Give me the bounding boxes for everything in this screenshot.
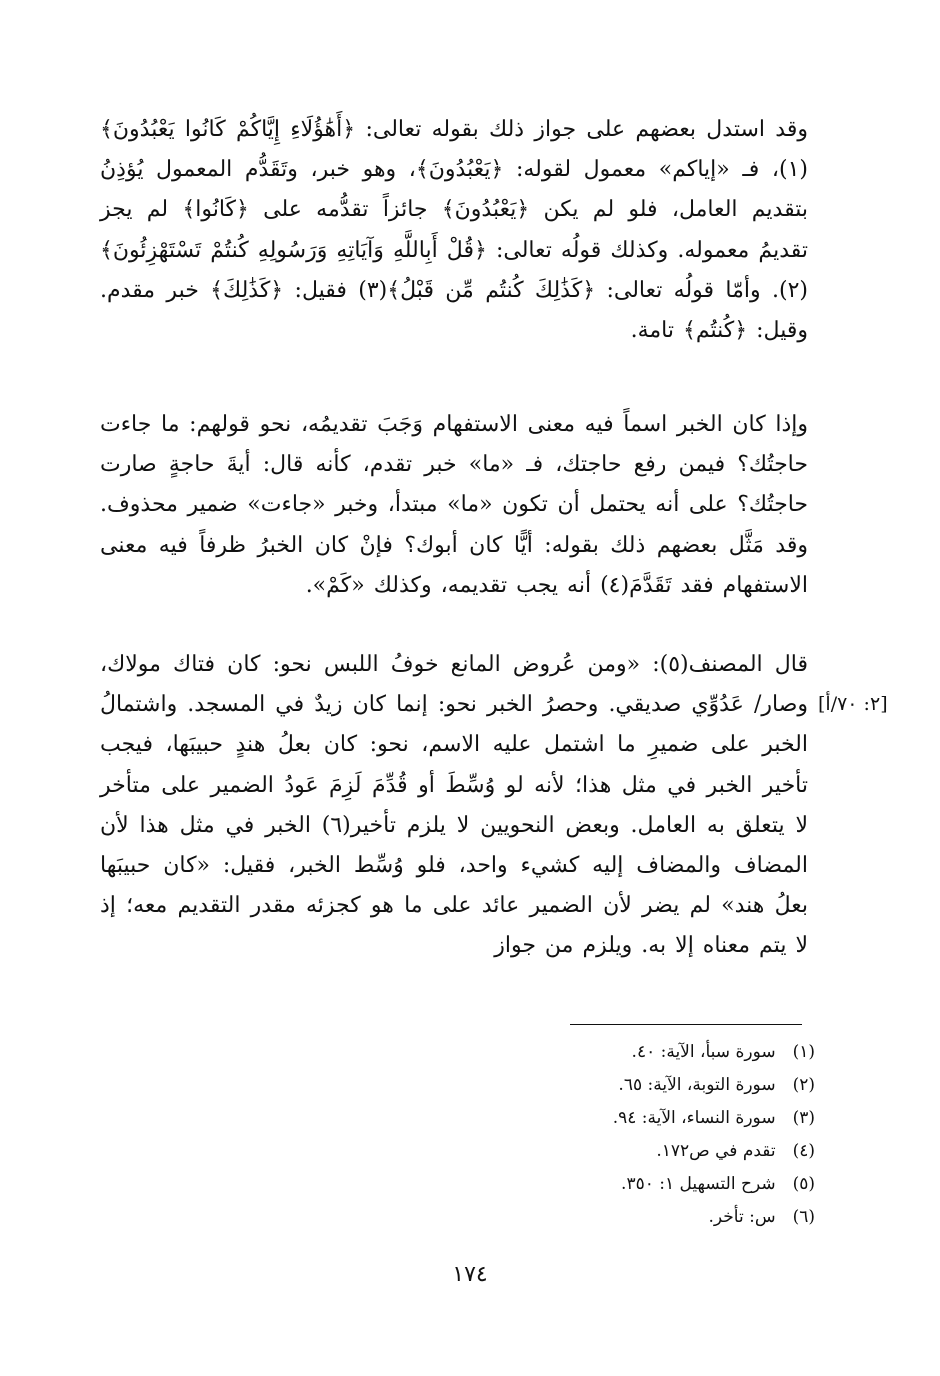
footnote-3 [455, 1106, 815, 1130]
footnote-number: (٣) [792, 1108, 815, 1128]
footnote-4 [455, 1139, 815, 1163]
footnote-text: شرح التسهيل ١: ٣٥٠. [621, 1174, 776, 1194]
footnote-text: تقدم في ص١٧٢. [656, 1141, 776, 1161]
paragraph-3: قال المصنف(٥): «ومن عُروض المانع خوفُ اللبس نحو: كان فتاك مولاك، وصار/ عَدُوِّي صديقي. وحصرُ الخبر نحو: إنما كان زيدٌ في المسجد. واشتمالُ الخبر على ضميرِ ما اشتمل عليه الاسم، نحو: كان بعلُ هندٍ حبيبَها، فيجب تأخير الخبر في مثل هذا؛ لأنه لو وُسِّطَ أو قُدِّمَ لَزِمَ عَودُ الضمير على متأخر لا يتعلق به العامل. وبعض النحويين لا يلزم تأخير(٦) الخبر في مثل هذا لأن المضاف والمضاف إليه كشيء واحد، فلو وُسِّط الخبر، فقيل: «كان حبيبَها بعلُ هند» لم يضر لأن الضمير عائد على ما هو كجزئه مقدر التقديم معه؛ إذ لا يتم معناه إلا به. ويلزم من جواز [100, 652, 809, 959]
paragraph-2: وإذا كان الخبر اسماً فيه معنى الاستفهام وَجَبَ تقديمُه، نحو قولهم: ما جاءت حاجتُك؟ فيمن رفع حاجتك، فـ «ما» خبر تقدم، كأنه قال: أيةَ حاجةٍ صارت حاجتُك؟ على أنه يحتمل أن تكون «ما» مبتدأ، وخبر «جاءت» ضمير محذوف. وقد مَثَّل بعضهم ذلك بقوله: أيًّا كان أبوك؟ فإنْ كان الخبرُ ظرفاً فيه معنى الاستفهام فقد تَقَدَّمَ(٤) أنه يجب تقديمه، وكذلك «كَمْ». [100, 412, 808, 598]
footnote-5 [455, 1172, 815, 1196]
footnote-1 [455, 1040, 815, 1064]
footnote-text: سورة سبأ، الآية: ٤٠. [631, 1042, 776, 1062]
footnote-number: (٥) [792, 1174, 815, 1194]
footnote-text: س: تأخر. [708, 1207, 776, 1227]
footnote-text: سورة التوبة، الآية: ٦٥. [618, 1075, 776, 1095]
footnote-text: سورة النساء، الآية: ٩٤. [612, 1108, 776, 1128]
footnote-2 [455, 1073, 815, 1097]
manuscript-folio-note: [٢: ٧٠/أ] [818, 693, 888, 715]
footnote-number: (١) [792, 1042, 815, 1062]
footnote-6 [455, 1205, 815, 1229]
paragraph-1: وقد استدل بعضهم على جواز ذلك بقوله تعالى: ﴿أَهَٰؤُلَاءِ إِيَّاكُمْ كَانُوا يَعْبُدُونَ﴾(١)، فـ «إياكم» معمول لقوله: ﴿يَعْبُدُونَ﴾، وهو خبر، وتَقَدُّم المعمول يُؤذِنُ بتقديم العامل، فلو لم يكن ﴿يَعْبُدُونَ﴾ جائزاً تقدُّمه على ﴿كَانُوا﴾ لم يجز تقديمُ معموله. وكذلك قولُه تعالى: ﴿قُلْ أَبِاللَّهِ وَآيَاتِهِ وَرَسُولِهِ كُنتُمْ تَسْتَهْزِئُونَ﴾(٢). وأمّا قولُه تعالى: ﴿كَذَٰلِكَ كُنتُم مِّن قَبْلُ﴾(٣) فقيل: ﴿كَذَٰلِكَ﴾ خبر مقدم. وقيل: ﴿كُنتُم﴾ تامة. [100, 117, 808, 344]
page-number: ١٧٤ [452, 1262, 488, 1287]
footnote-number: (٤) [792, 1141, 815, 1161]
footnote-number: (٢) [792, 1075, 815, 1095]
footnote-number: (٦) [792, 1207, 815, 1227]
footnote-separator [570, 1024, 802, 1025]
